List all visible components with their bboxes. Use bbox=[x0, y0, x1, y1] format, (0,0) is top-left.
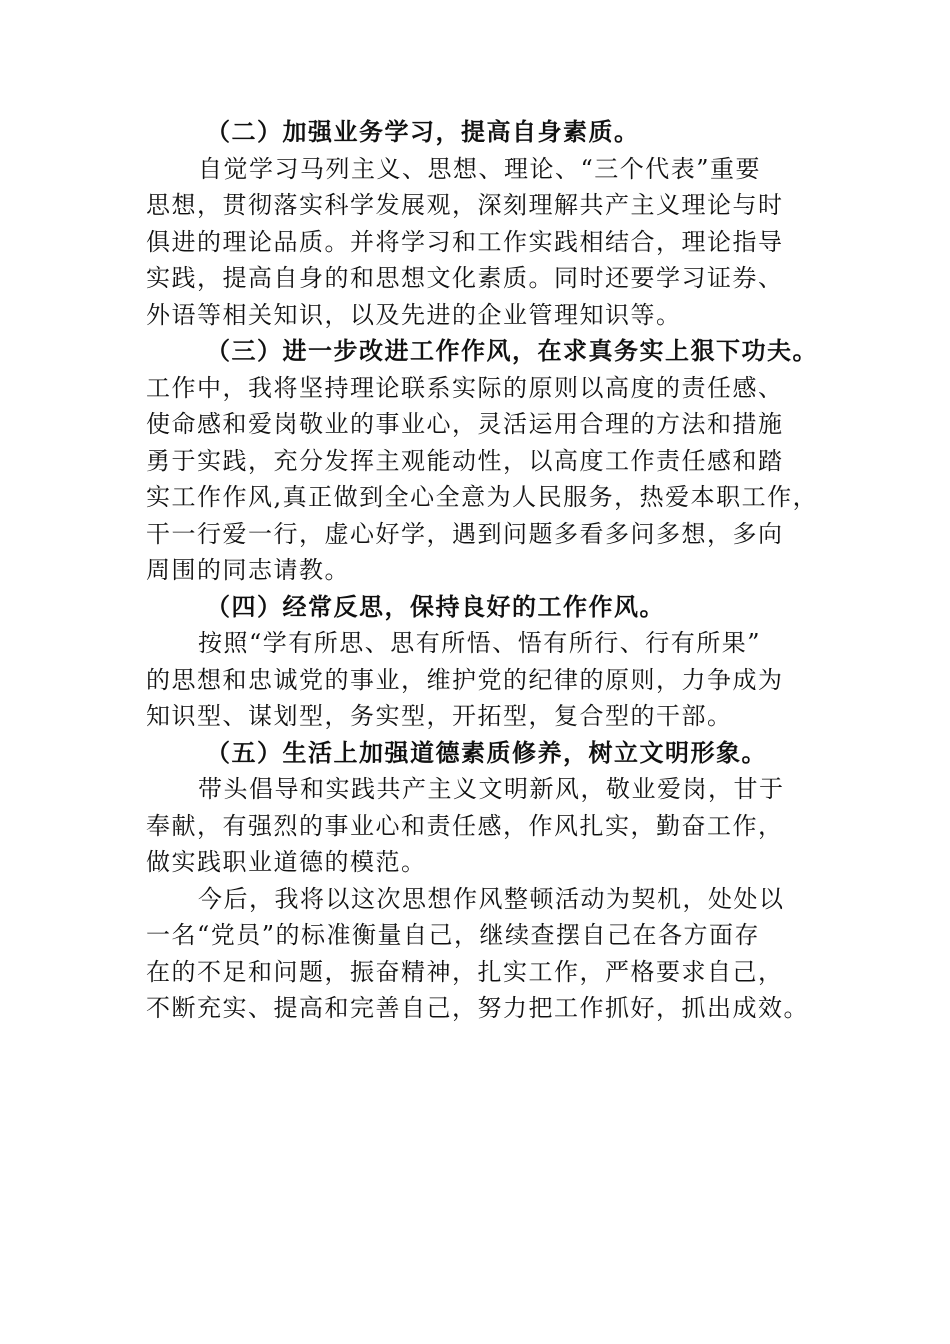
paragraph-line: 知识型、谋划型，务实型，开拓型，复合型的干部。 bbox=[146, 702, 733, 730]
document-body bbox=[146, 114, 821, 1027]
paragraph-line: 干一行爱一行，虚心好学，遇到问题多看多问多想，多向 bbox=[146, 519, 784, 548]
paragraph-line: 实工作作风,真正做到全心全意为人民服务，热爱本职工作， bbox=[146, 483, 819, 511]
closing-line: 今后，我将以这次思想作风整顿活动为契机，处处以 bbox=[198, 884, 785, 913]
section-heading-3: （三）进一步改进工作作风，在求真务实上狠下功夫。 bbox=[206, 336, 818, 365]
paragraph-line: 工作中，我将坚持理论联系实际的原则以高度的责任感、 bbox=[146, 373, 784, 402]
closing-line: 一名“党员”的标准衡量自己，继续查摆自己在各方面存 bbox=[146, 921, 761, 949]
section-heading-5: （五）生活上加强道德素质修养，树立文明形象。 bbox=[206, 737, 767, 767]
paragraph-line: 自觉学习马列主义、思想、理论、“三个代表”重要 bbox=[198, 154, 762, 183]
paragraph-line: 实践，提高自身的和思想文化素质。同时还要学习证券、 bbox=[146, 264, 784, 292]
paragraph-line: 周围的同志请教。 bbox=[146, 556, 350, 584]
paragraph-line: 勇于实践，充分发挥主观能动性，以高度工作责任感和踏 bbox=[146, 446, 784, 475]
paragraph-line: 的思想和忠诚党的事业，维护党的纪律的原则，力争成为 bbox=[146, 665, 784, 694]
paragraph-line: 按照“学有所思、思有所悟、悟有所行、行有所果” bbox=[198, 629, 762, 657]
closing-line: 在的不足和问题，振奋精神，扎实工作，严格要求自己， bbox=[146, 957, 784, 986]
paragraph-line: 使命感和爱岗敬业的事业心，灵活运用合理的方法和措施 bbox=[146, 410, 784, 438]
paragraph-line: 思想，贯彻落实科学发展观，深刻理解共产主义理论与时 bbox=[146, 191, 784, 219]
paragraph-line: 做实践职业道德的模范。 bbox=[146, 848, 427, 876]
section-heading-2: （二）加强业务学习，提高自身素质。 bbox=[206, 117, 640, 146]
paragraph-line: 外语等相关知识，以及先进的企业管理知识等。 bbox=[146, 300, 682, 329]
paragraph-line: 带头倡导和实践共产主义文明新风，敬业爱岗，甘于 bbox=[198, 775, 785, 803]
paragraph-line: 俱进的理论品质。并将学习和工作实践相结合，理论指导 bbox=[146, 227, 784, 256]
closing-line: 不断充实、提高和完善自己，努力把工作抓好，抓出成效。 bbox=[146, 994, 809, 1022]
section-heading-4: （四）经常反思，保持良好的工作作风。 bbox=[206, 591, 665, 621]
paragraph-line: 奉献，有强烈的事业心和责任感，作风扎实，勤奋工作， bbox=[146, 811, 784, 840]
